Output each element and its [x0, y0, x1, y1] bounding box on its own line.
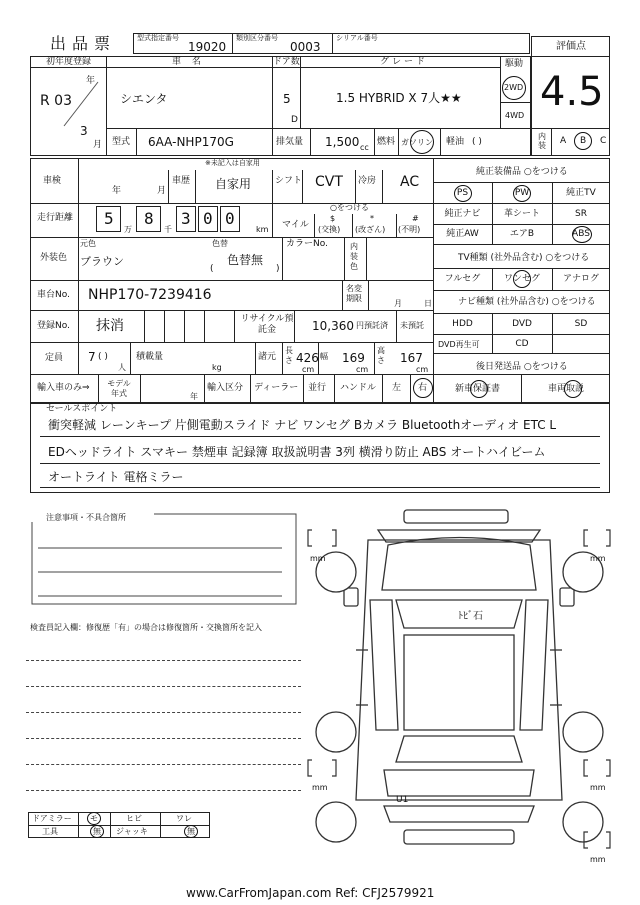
length-label: 長さ	[285, 346, 293, 365]
navi-sd: SD	[574, 319, 588, 329]
orig-color: ブラウン	[80, 255, 124, 268]
serial-label: シリアル番号	[336, 34, 378, 42]
caution-label: 注意事項・不具合箇所	[46, 513, 126, 522]
score-value: 4.5	[540, 69, 604, 115]
doors-label: ドア数	[273, 57, 300, 67]
unknown-sub: (不明)	[398, 225, 421, 234]
height-cm: cm	[416, 365, 429, 374]
first-reg-label: 初年度登録	[46, 57, 92, 67]
interior-color-label: 内装色	[350, 242, 358, 271]
grade: 1.5 HYBRID X 7人★★	[336, 91, 462, 105]
displacement-label: 排気量	[276, 137, 304, 147]
mileage-digit-2: 8	[144, 209, 154, 228]
model-year-unit: 年	[190, 392, 198, 401]
color-label: 外装色	[40, 253, 68, 263]
handle-right: 右	[418, 383, 428, 393]
damage-note-center: ﾄﾋﾞ石	[458, 611, 483, 622]
displacement: 1,500	[325, 135, 360, 149]
ac-label: 冷房	[358, 176, 377, 186]
tv-oneseg-circle	[513, 270, 531, 288]
fuel-paren: ( )	[472, 137, 482, 147]
sales-points-label: セールスポイント	[46, 404, 118, 414]
tv-analog: アナログ	[562, 274, 599, 284]
footer-ref: www.CarFromJapan.com Ref: CFJ2579921	[186, 886, 435, 900]
grade-label: グレード	[380, 57, 429, 67]
fuel-label: 燃料	[377, 137, 396, 147]
std-aw: 純正AW	[446, 229, 479, 239]
width-label: 幅	[320, 352, 328, 361]
check-jack-value: 無	[187, 827, 195, 836]
score-label: 評価点	[556, 41, 586, 52]
tire-mm-rl: mm	[312, 783, 328, 792]
std-leather: 革シート	[503, 209, 540, 219]
first-reg-month: 3	[80, 124, 88, 138]
std-abs: ABS	[572, 229, 590, 239]
check-crack-label: ヒビ	[126, 814, 142, 823]
exchange-label: $	[330, 214, 336, 223]
handle-left: 左	[392, 383, 402, 393]
displacement-cc: cc	[360, 143, 369, 152]
import-dealer: ディーラー	[254, 383, 299, 393]
docs-manual-circle	[564, 380, 582, 398]
mileage-sen: 千	[164, 225, 172, 234]
interior-label: 内装	[538, 132, 546, 150]
sales-line-2: EDヘッドライト スマキー 禁煙車 記録簿 取扱説明書 3列 横滑り防止 ABS オートハイビーム	[48, 445, 546, 459]
navi-dvd: DVD	[512, 319, 532, 329]
std-equip-title: 純正装備品 ○をつける	[476, 167, 568, 177]
type-no-label: 型式指定番号	[137, 34, 179, 42]
car-name-label: 車 名	[172, 57, 205, 67]
form-title: 出品票	[50, 34, 117, 53]
std-pw: PW	[514, 188, 530, 198]
import-label: 輸入車のみ⇒	[37, 383, 90, 393]
mile-label: マイル	[282, 220, 309, 230]
drive-2wd: 2WD	[504, 83, 524, 92]
std-pw-circle	[513, 185, 531, 202]
docs-warranty: 新車保証書	[455, 384, 501, 394]
handle-label: ハンドル	[340, 383, 377, 393]
recycle-label: リサイクル預託金	[240, 314, 294, 335]
tire-mm-spare: mm	[590, 855, 606, 864]
mileage-man: 万	[124, 225, 132, 234]
check-mirror-label: ドアミラー	[32, 814, 72, 823]
check-mirror-value: モ	[90, 814, 98, 823]
capacity-label: 定員	[45, 353, 64, 363]
drive-label: 駆動	[505, 59, 524, 69]
mileage-circle-note: ○をつける	[330, 203, 369, 212]
history-label: 車歴	[172, 176, 191, 186]
class-no: 0003	[290, 40, 321, 54]
first-reg-year: R 03	[40, 93, 72, 109]
drive-2wd-circle	[502, 76, 526, 100]
caution-frame	[24, 510, 304, 610]
interior-a: A	[560, 136, 567, 146]
fuel-gas-circle	[410, 130, 434, 154]
interior-b: B	[580, 136, 587, 146]
width: 169	[342, 351, 365, 365]
model-year-label: モデル年式	[107, 379, 131, 398]
unknown-label: #	[412, 214, 419, 223]
car-name: シエンタ	[120, 92, 168, 106]
interior-c: C	[600, 136, 607, 146]
orig-color-label: 元色	[80, 239, 96, 248]
repaint-label: 色替	[212, 239, 228, 248]
load-kg: kg	[212, 363, 222, 372]
sales-line-3: オートライト 電格ミラー	[48, 470, 184, 484]
load-label: 積載量	[136, 352, 164, 362]
wheel-rear-right	[563, 712, 603, 752]
first-reg-year-unit: 年	[86, 76, 96, 86]
exchange-sub: (交換)	[318, 225, 341, 234]
shaken-month-unit: 月	[157, 186, 167, 196]
docs-title: 後日発送品 ○をつける	[476, 362, 568, 372]
check-jack-label: ジャッキ	[116, 827, 148, 836]
navi-hdd: HDD	[452, 319, 473, 329]
wheel-spare-left	[316, 802, 356, 842]
tv-fullseg: フルセグ	[444, 274, 481, 284]
model-label: 型式	[112, 137, 131, 147]
height: 167	[400, 351, 423, 365]
damage-note-u1: U1	[396, 795, 409, 805]
import-class-label: 輸入区分	[207, 383, 244, 393]
type-no: 19020	[188, 40, 227, 54]
mileage-digit-3: 3	[181, 209, 191, 228]
height-label: 高さ	[377, 346, 385, 365]
chassis: NHP170-7239416	[88, 287, 212, 303]
ac: AC	[400, 174, 420, 190]
handle-right-circle	[413, 378, 433, 398]
interior-b-circle	[574, 132, 592, 150]
capacity: 7	[88, 350, 96, 364]
shaken-label: 車検	[43, 176, 62, 186]
door-suffix: D	[291, 115, 298, 125]
tire-mm-rr: mm	[590, 783, 606, 792]
check-break-label: ワレ	[176, 814, 192, 823]
repaint: 色替無	[227, 253, 264, 267]
check-tools-value: 無	[93, 827, 101, 836]
tire-mm-fr: mm	[590, 554, 606, 563]
docs-warranty-circle	[470, 380, 488, 398]
history: 自家用	[215, 177, 252, 191]
std-navi: 純正ナビ	[444, 209, 481, 219]
wheel-spare-right	[563, 802, 603, 842]
fuel-gas: ガソリン	[401, 138, 433, 147]
std-abs-circle	[572, 226, 592, 243]
car-damage-diagram	[300, 500, 620, 880]
wheel-rear-left	[316, 712, 356, 752]
check-tools-label: 工具	[42, 827, 58, 836]
std-ps-circle	[454, 185, 472, 202]
chassis-label: 車台No.	[37, 290, 70, 300]
tv-oneseg: ワンセグ	[503, 274, 540, 284]
history-note: ※未記入は自家用	[205, 159, 260, 167]
length-cm: cm	[302, 365, 315, 374]
std-sr: SR	[575, 209, 587, 219]
dvd-cd: CD	[515, 339, 529, 349]
std-airbag: エアB	[509, 229, 535, 239]
sales-line-1: 衝突軽減 レーンキープ 片側電動スライド ナビ ワンセグ Bカメラ Bluetoothオーディオ ETC L	[48, 418, 557, 432]
fuel-diesel: 軽油	[446, 137, 465, 147]
docs-manual: 車両取説	[548, 384, 585, 394]
model: 6AA-NHP170G	[148, 135, 234, 149]
width-cm: cm	[356, 365, 369, 374]
std-tv: 純正TV	[566, 188, 596, 198]
altered-sub: (改ざん)	[355, 225, 386, 234]
std-ps: PS	[456, 188, 469, 198]
recycle-suffix: 円預託済	[356, 321, 388, 330]
shift-label: シフト	[275, 176, 303, 186]
mileage-label: 走行距離	[37, 213, 74, 223]
recycle-unpaid: 未預託	[400, 321, 424, 330]
warranty-label: 名変期限	[346, 284, 362, 303]
reg: 抹消	[96, 318, 124, 334]
dvd-label: DVD再生可	[438, 340, 480, 349]
tire-mm-fl: mm	[310, 554, 326, 563]
mileage-digit-4: 0	[203, 209, 213, 228]
tv-title: TV種類 (社外品含む) ○をつける	[458, 253, 590, 263]
first-reg-slash	[60, 80, 100, 130]
capacity-unit: 人	[118, 363, 126, 372]
shaken-year-unit: 年	[112, 186, 122, 196]
inspector-label: 検査員記入欄：修復歴「有」の場合は修復箇所・交換箇所を記入	[30, 623, 262, 632]
mileage-km: km	[256, 225, 269, 234]
shift: CVT	[315, 174, 343, 190]
first-reg-month-unit: 月	[93, 140, 103, 150]
recycle: 10,360	[312, 319, 354, 333]
reg-label: 登録No.	[37, 321, 70, 331]
dims-label: 諸元	[258, 352, 277, 362]
mileage-digit-5: 0	[225, 209, 235, 228]
color-no-label: カラーNo.	[286, 239, 328, 249]
doors: 5	[283, 92, 291, 106]
drive-4wd: 4WD	[505, 111, 525, 120]
warranty-month-unit: 月	[394, 299, 402, 308]
navi-title: ナビ種類 (社外品含む) ○をつける	[458, 297, 596, 307]
altered-label: *	[370, 214, 374, 223]
mileage-digit-1: 5	[104, 209, 114, 228]
class-no-label: 類別区分番号	[236, 34, 278, 42]
import-parallel: 並行	[308, 383, 327, 393]
length: 426	[296, 351, 319, 365]
